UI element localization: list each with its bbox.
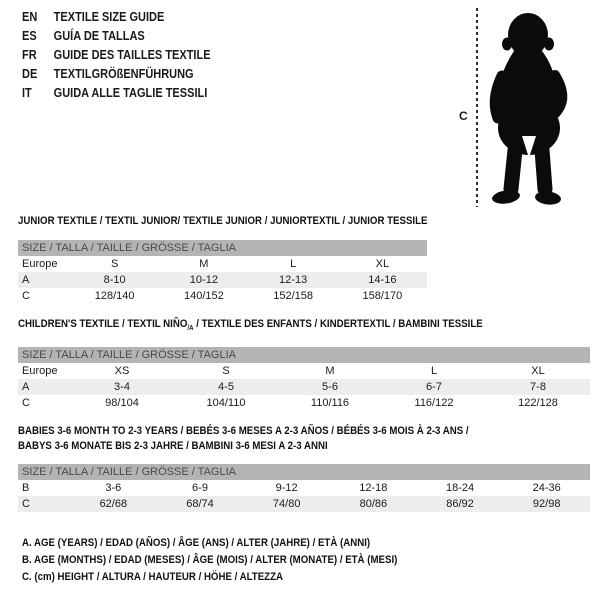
cell-value: 4-5 — [218, 381, 234, 394]
table-title — [18, 318, 521, 335]
language-code: FR — [22, 48, 37, 62]
cell-value: S — [222, 365, 230, 378]
table-row-a — [18, 272, 427, 288]
table-row-europe — [18, 256, 427, 272]
cell-value: 74/80 — [272, 498, 301, 510]
footnotes — [22, 535, 449, 586]
row-label: A — [22, 274, 30, 286]
footnote-c: C. (cm) HEIGHT / ALTURA / HAUTEUR / HÖHE / ALTEZZA — [22, 571, 284, 583]
language-list — [22, 8, 236, 103]
row-label: Europe — [22, 258, 58, 270]
cell-value: L — [290, 258, 297, 270]
cell-value: XL — [375, 258, 390, 270]
babies-table — [18, 424, 590, 512]
table-title — [18, 424, 521, 454]
cell-value: 12-18 — [359, 482, 388, 494]
language-title: TEXTILE SIZE GUIDE — [53, 10, 165, 24]
cell-value: 92/98 — [532, 498, 561, 510]
table-title-line1: BABIES 3-6 MONTH TO 2-3 YEARS / BEBÉS 3-6 MESES A 2-3 AÑOS / BÉBÉS 3-6 MOIS À 2-3 ANS / — [18, 425, 469, 437]
junior-table — [18, 215, 427, 304]
language-title: TEXTILGRÖßENFÜHRUNG — [53, 67, 194, 81]
cell-value: 110/116 — [310, 397, 350, 410]
language-row-de — [22, 65, 211, 84]
row-label: C — [22, 498, 30, 510]
cell-value: 140/152 — [183, 290, 224, 302]
children-table — [18, 318, 590, 411]
table-title: JUNIOR TEXTILE / TEXTIL JUNIOR/ TEXTILE JUNIOR / JUNIORTEXTIL / JUNIOR TESSILE — [18, 215, 428, 227]
cell-value: S — [110, 258, 119, 270]
size-header-bar: SIZE / TALLA / TAILLE / GRÖSSE / TAGLIA — [18, 464, 590, 480]
cell-value: M — [199, 258, 209, 270]
language-title: GUÍA DE TALLAS — [53, 29, 145, 43]
cell-value: 86/92 — [446, 498, 474, 510]
language-title: GUIDA ALLE TAGLIE TESSILI — [53, 86, 208, 100]
cell-value: XL — [531, 365, 545, 378]
language-code: EN — [22, 10, 38, 24]
cell-value: M — [325, 365, 335, 378]
cell-value: 80/86 — [359, 498, 388, 510]
cell-value: 62/68 — [99, 498, 128, 510]
cell-value: 24-36 — [532, 482, 561, 494]
language-code: DE — [22, 67, 38, 81]
table-title-line2: BABYS 3-6 MONATE BIS 2-3 JAHRE / BAMBINI 3-6 MESI A 2-3 ANNI — [18, 440, 328, 452]
cell-value: 10-12 — [189, 274, 218, 286]
table-title-subscript: /A — [187, 325, 194, 333]
toddler-silhouette-icon — [484, 6, 580, 212]
cell-value: XS — [114, 365, 130, 378]
cell-value: 152/158 — [273, 290, 313, 302]
cell-value: 68/74 — [186, 498, 214, 510]
row-label: C — [22, 397, 30, 410]
table-row-c — [18, 496, 590, 512]
cell-value: 122/128 — [518, 397, 558, 410]
cell-value: 98/104 — [105, 397, 139, 410]
row-label: B — [22, 482, 30, 494]
row-label: A — [22, 381, 30, 394]
height-dashed-line — [476, 8, 478, 207]
cell-value: 5-6 — [322, 381, 338, 394]
cell-value: 3-6 — [105, 482, 122, 494]
footnote-b: B. AGE (MONTHS) / EDAD (MESES) / ÂGE (MOIS) / ALTER (MONATE) / ETÀ (MESI) — [22, 554, 398, 566]
language-row-fr — [22, 46, 211, 65]
cell-value: L — [430, 365, 438, 378]
table-title-text: / TEXTILE DES ENFANTS / KINDERTEXTIL / BAMBINI TESSILE — [193, 318, 483, 330]
language-title: GUIDE DES TAILLES TEXTILE — [53, 48, 211, 62]
table-row-c — [18, 288, 427, 304]
footnote-a: A. AGE (YEARS) / EDAD (AÑOS) / ÂGE (ANS) / ALTER (JAHRE) / ETÀ (ANNI) — [22, 537, 371, 549]
language-row-en — [22, 8, 211, 27]
cell-value: 18-24 — [445, 482, 475, 494]
cell-value: 7-8 — [530, 381, 546, 394]
table-title-text: CHILDREN'S TEXTILE / TEXTIL NIÑO — [18, 318, 188, 330]
measure-c-label: C — [459, 109, 468, 123]
language-code: IT — [22, 86, 32, 100]
row-label: Europe — [22, 365, 58, 378]
cell-value: 116/122 — [414, 397, 454, 410]
cell-value: 3-4 — [114, 381, 130, 394]
language-code: ES — [22, 29, 37, 43]
row-label: C — [22, 290, 30, 302]
size-header-bar: SIZE / TALLA / TAILLE / GRÖSSE / TAGLIA — [18, 347, 590, 363]
cell-value: 6-7 — [426, 381, 442, 394]
table-row-b — [18, 480, 590, 496]
cell-value: 128/140 — [94, 290, 135, 302]
table-row-c — [18, 395, 590, 411]
size-header-bar: SIZE / TALLA / TAILLE / GRÖSSE / TAGLIA — [18, 240, 427, 256]
cell-value: 6-9 — [192, 482, 208, 494]
language-row-it — [22, 84, 211, 103]
table-row-a — [18, 379, 590, 395]
size-figure — [450, 5, 595, 215]
cell-value: 9-12 — [275, 482, 298, 494]
cell-value: 158/170 — [362, 290, 403, 302]
cell-value: 104/110 — [206, 397, 246, 410]
cell-value: 12-13 — [279, 274, 308, 286]
cell-value: 8-10 — [103, 274, 126, 286]
table-row-europe — [18, 363, 590, 379]
language-row-es — [22, 27, 211, 46]
cell-value: 14-16 — [368, 274, 397, 286]
